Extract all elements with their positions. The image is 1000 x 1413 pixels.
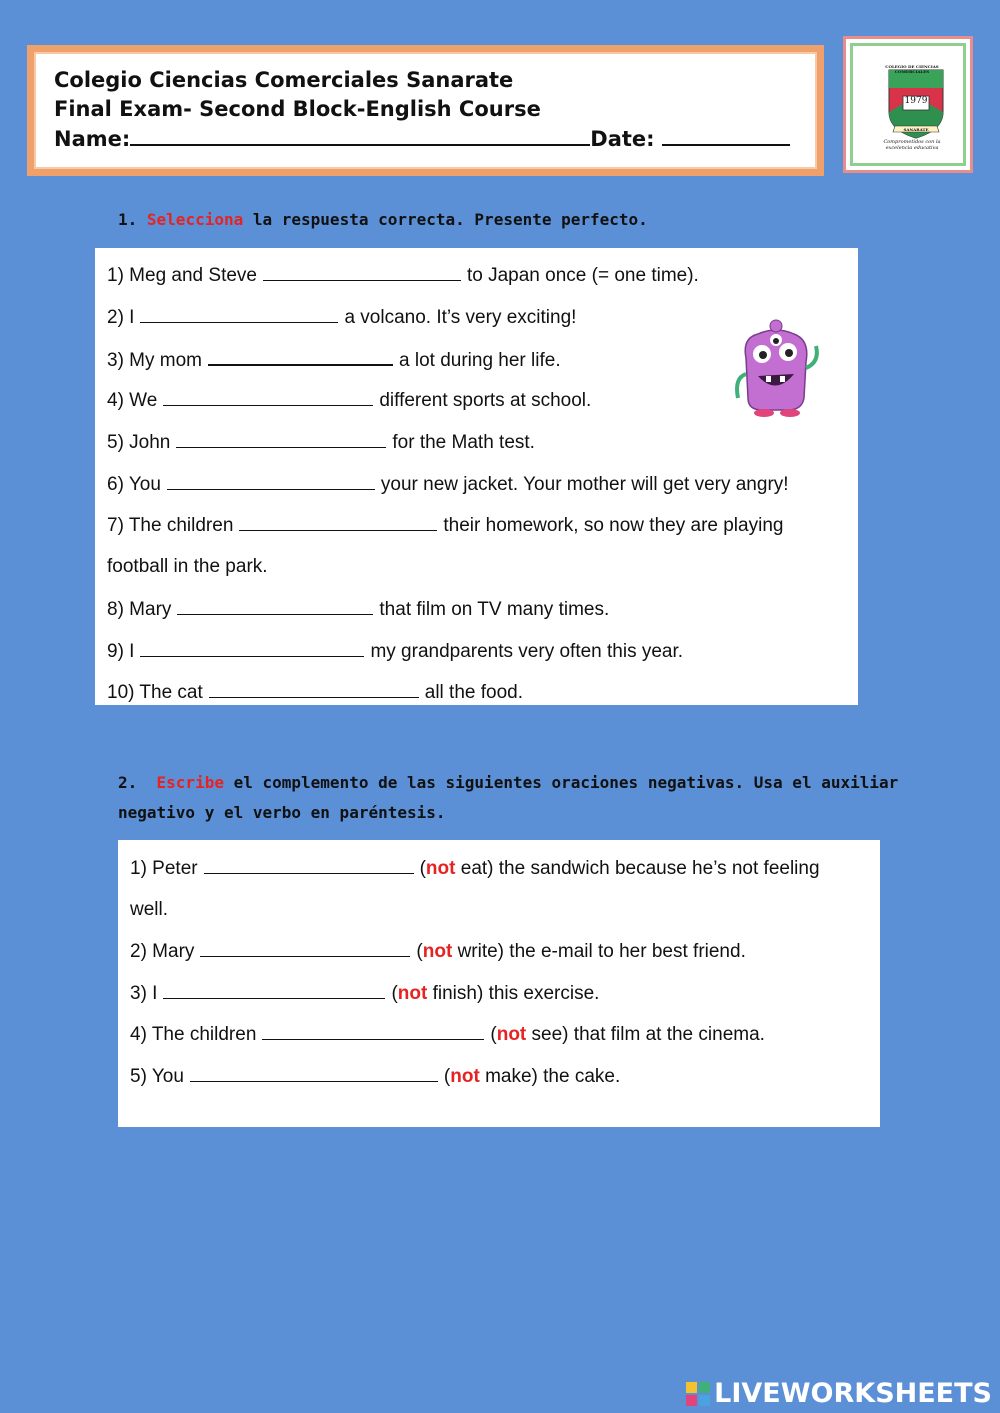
school-logo [850, 43, 966, 166]
liveworksheets-logo-icon [686, 1382, 710, 1406]
s2-answer-2[interactable] [200, 940, 410, 957]
liveworksheets-brand[interactable] [686, 1378, 992, 1409]
date-label: Date: [590, 127, 655, 151]
section2-keyword: Escribe [156, 773, 224, 792]
exam-title: Final Exam- Second Block-English Course [54, 97, 541, 121]
s1-item-4: 4) We different sports at school. [107, 390, 592, 411]
s2-answer-3[interactable] [163, 982, 385, 999]
s1-item-5: 5) John for the Math test. [107, 432, 535, 453]
school-logo-frame [843, 36, 973, 173]
s2-item-3: 3) I (not finish) this exercise. [130, 983, 600, 1004]
s1-answer-6[interactable] [167, 473, 375, 490]
section2-instruction-text-2: negativo y el verbo en paréntesis. [118, 803, 446, 822]
s1-answer-10[interactable] [209, 681, 419, 698]
s2-item-4: 4) The children (not see) that film at the cinema. [130, 1024, 765, 1045]
section1-number: 1. [118, 210, 138, 229]
section2-instruction [118, 768, 898, 828]
header-box [27, 45, 824, 176]
name-label: Name: [54, 127, 131, 151]
s1-item-2: 2) I a volcano. It’s very exciting! [107, 307, 577, 328]
logo-year: 1979 [904, 96, 928, 106]
s2-item-2: 2) Mary (not write) the e-mail to her best friend. [130, 941, 746, 962]
s2-item-5: 5) You (not make) the cake. [130, 1066, 621, 1087]
s1-item-10: 10) The cat all the food. [107, 682, 524, 703]
s1-answer-8[interactable] [177, 598, 373, 615]
section1-keyword: Selecciona [146, 210, 244, 229]
section2-instruction-text: el complemento de las siguientes oraciones negativas. Usa el auxiliar [223, 773, 899, 792]
monster-illustration-icon [728, 318, 823, 418]
s1-answer-2[interactable] [140, 306, 338, 323]
s1-item-3: 3) My mom a lot during her life. [107, 350, 561, 371]
s2-item-1-cont: well. [130, 899, 169, 920]
section2-exercise-panel [118, 840, 880, 1127]
school-name: Colegio Ciencias Comerciales Sanarate [54, 68, 514, 92]
section1-instruction-text: la respuesta correcta. Presente perfecto. [243, 210, 648, 229]
s2-item-1: 1) Peter (not eat) the sandwich because he’s not feeling [130, 858, 820, 879]
section2-number: 2. [118, 773, 138, 792]
logo-banner: SANARATE [903, 127, 929, 132]
s1-item-9: 9) I my grandparents very often this year. [107, 641, 684, 662]
s1-answer-3[interactable] [208, 348, 393, 366]
name-field[interactable] [130, 124, 590, 146]
s2-answer-1[interactable] [204, 857, 414, 874]
s1-item-7-cont: football in the park. [107, 556, 268, 577]
s1-answer-9[interactable] [140, 640, 364, 657]
s1-item-7: 7) The children their homework, so now they are playing [107, 515, 784, 536]
s1-item-6: 6) You your new jacket. Your mother will get very angry! [107, 474, 789, 495]
s1-answer-1[interactable] [263, 264, 461, 281]
date-field[interactable] [662, 124, 790, 146]
name-date-line [54, 124, 815, 154]
logo-motto: Comprometidos con la excelencia educativa [883, 139, 941, 151]
s1-answer-4[interactable] [163, 389, 373, 406]
s1-item-1: 1) Meg and Steve to Japan once (= one time). [107, 265, 699, 286]
header-content [34, 52, 817, 169]
s2-answer-4[interactable] [262, 1023, 484, 1040]
section1-instruction [118, 210, 648, 229]
brand-text: LIVEWORKSHEETS [714, 1378, 992, 1409]
s2-answer-5[interactable] [190, 1065, 438, 1082]
s1-answer-7[interactable] [239, 514, 437, 531]
s1-answer-5[interactable] [176, 431, 386, 448]
s1-item-8: 8) Mary that film on TV many times. [107, 599, 610, 620]
logo-top-text: COLEGIO DE CIENCIAS COMERCIALES [885, 64, 939, 74]
section1-exercise-panel [95, 248, 858, 705]
